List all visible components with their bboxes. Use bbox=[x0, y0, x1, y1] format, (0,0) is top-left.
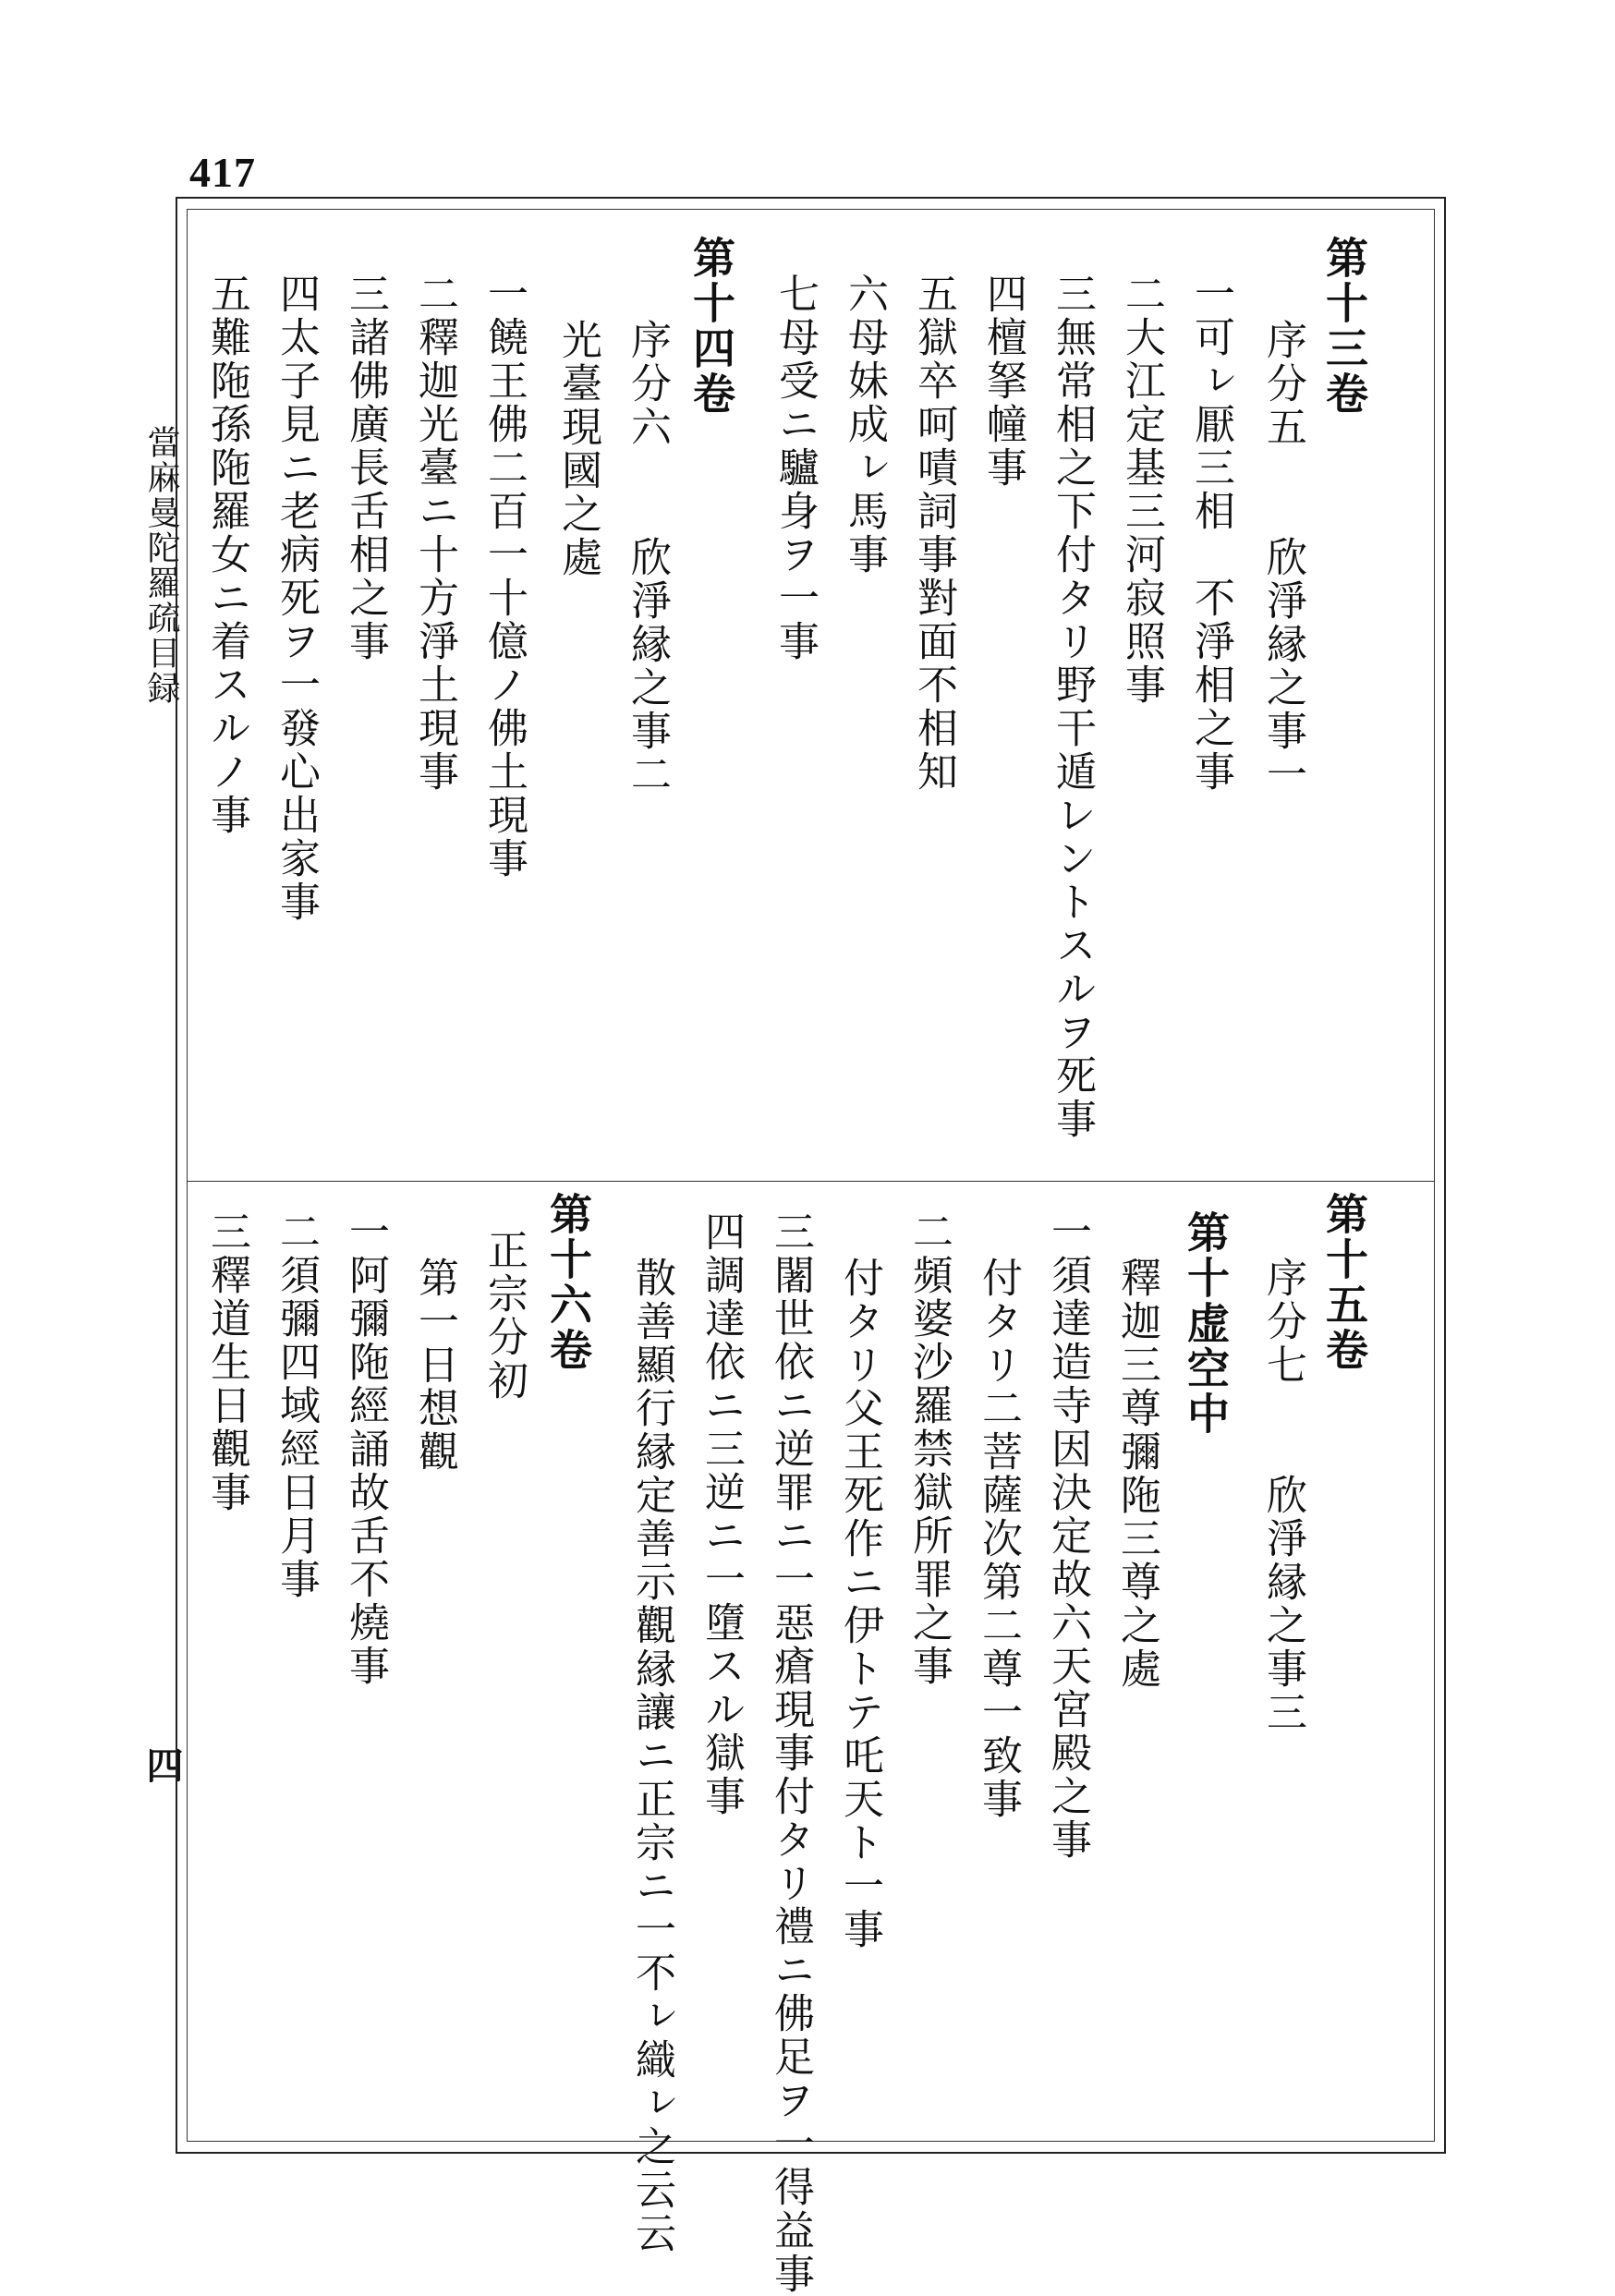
section-heading: 序分五 欣淨縁之事一 bbox=[1259, 319, 1306, 796]
contents-entry: 二頻婆沙羅禁獄所罪之事 bbox=[905, 1210, 953, 1688]
contents-entry: 六母妹成ㇾ馬事 bbox=[841, 273, 888, 577]
volume-heading: 第十三卷 bbox=[1319, 236, 1369, 417]
contents-entry: 二大江定基三河寂照事 bbox=[1118, 273, 1165, 707]
section-heading: 付タリ二菩薩次第二尊一致事 bbox=[975, 1257, 1022, 1821]
contents-entry: 三無常相之下付タリ野干遁レントスルヲ死事 bbox=[1049, 273, 1096, 1141]
contents-entry: 五難陁孫陁羅女ニ着スルノ事 bbox=[203, 273, 250, 837]
folio-number: 四 bbox=[140, 1746, 184, 1783]
section-heading: 釋迦三尊彌陁三尊之處 bbox=[1113, 1257, 1160, 1691]
contents-entry: 四太子見ニ老病死ヲ一發心出家事 bbox=[273, 273, 320, 924]
volume-heading: 第十四卷 bbox=[686, 236, 736, 417]
contents-entry: 四調達依ニ三逆ニ一墮スル獄事 bbox=[698, 1210, 745, 1818]
volume-heading: 第十虚空中 bbox=[1181, 1210, 1231, 1437]
contents-entry: 三闍世依ニ逆罪ニ一惡瘡現事付タリ禮ニ佛足ヲ一得益事 bbox=[767, 1210, 814, 2296]
section-heading: 正宗分初 bbox=[480, 1229, 528, 1403]
section-heading: 散善顯行縁定善示觀縁讓ニ正宗ニ一不ㇾ織ㇾ之云云 bbox=[628, 1257, 675, 2255]
contents-entry: 一饒王佛二百一十億ノ佛土現事 bbox=[480, 273, 528, 881]
contents-entry: 三諸佛廣長舌相之事 bbox=[342, 273, 389, 663]
contents-entry: 一須達造寺因決定故六天宮殿之事 bbox=[1044, 1210, 1091, 1862]
contents-entry: 二須彌四域經日月事 bbox=[273, 1210, 320, 1601]
section-heading: 第一日想觀 bbox=[411, 1257, 458, 1474]
contents-entry: 一阿彌陁經誦故舌不燒事 bbox=[342, 1210, 389, 1688]
section-heading: 序分七 欣淨縁之事三 bbox=[1259, 1257, 1306, 1734]
page-number: 417 bbox=[189, 149, 256, 196]
contents-entry: 五獄卒呵嘖詞事對面不相知 bbox=[910, 273, 957, 794]
contents-entry: 七母受ニ驢身ヲ一事 bbox=[771, 273, 819, 663]
section-heading: 付タリ父王死作ニ伊トテ吒天ト一事 bbox=[836, 1257, 883, 1951]
contents-entry: 二釋迦光臺ニ十方淨土現事 bbox=[411, 273, 458, 794]
contents-entry: 一可ㇾ厭三相 不淨相之事 bbox=[1187, 273, 1234, 794]
volume-heading: 第十六卷 bbox=[543, 1192, 593, 1373]
section-divider bbox=[187, 1181, 1435, 1182]
contents-entry: 三釋道生日觀事 bbox=[203, 1210, 250, 1514]
section-heading: 序分六 欣淨縁之事二 bbox=[624, 319, 671, 796]
volume-heading: 第十五卷 bbox=[1319, 1192, 1369, 1373]
contents-entry: 四檀拏幢事 bbox=[979, 273, 1026, 490]
section-heading: 光臺現國之處 bbox=[554, 319, 601, 579]
running-head: 當麻曼陀羅疏目録 bbox=[142, 425, 180, 706]
